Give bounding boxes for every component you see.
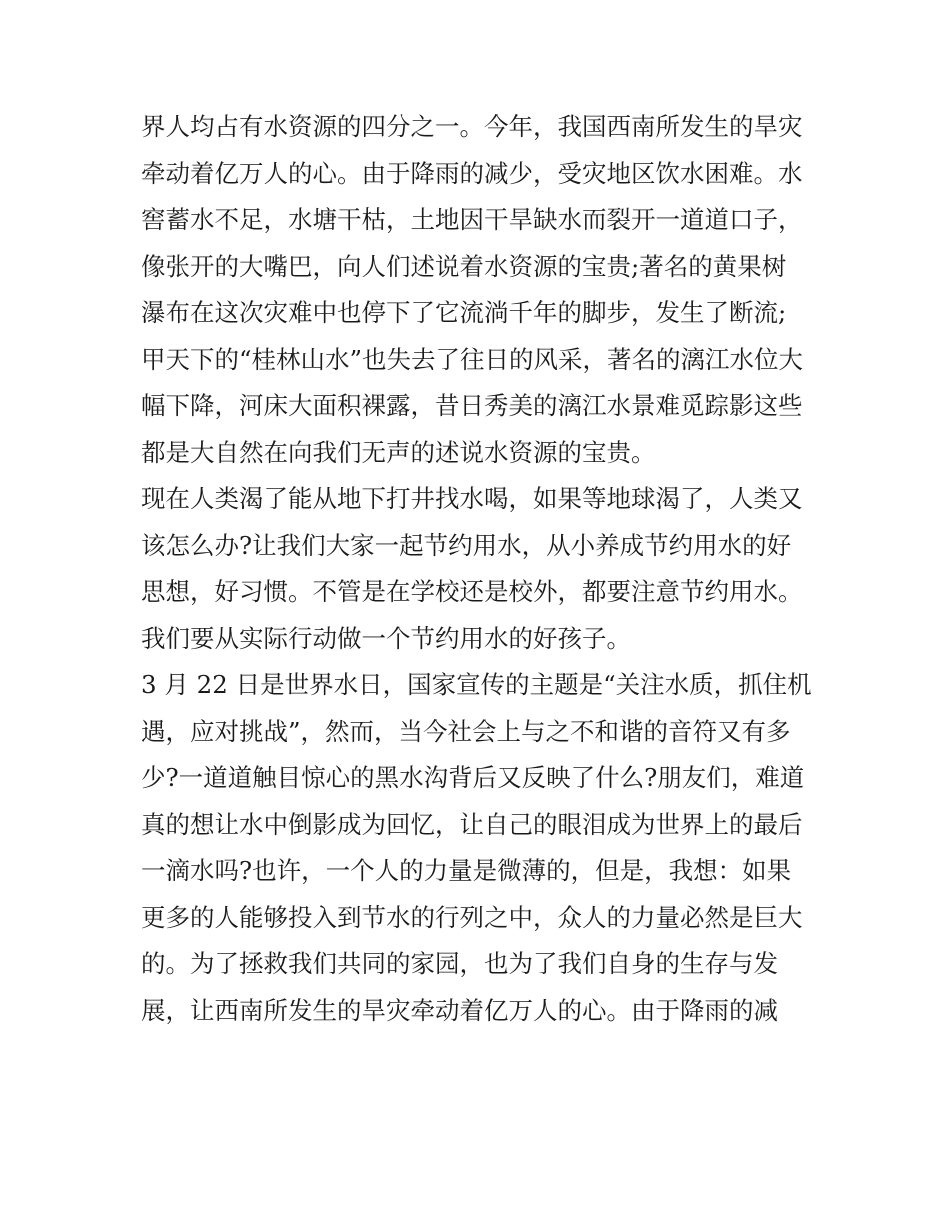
text-line: 窖蓄水不足，水塘干枯，土地因干旱缺水而裂开一道道口子， (141, 205, 803, 234)
text-line: 像张开的大嘴巴，向人们述说着水资源的宝贵;著名的黄果树 (141, 251, 787, 281)
text-line: 现在人类渴了能从地下打井找水喝，如果等地球渴了，人类又 (141, 484, 803, 513)
text-line: 3 月 22 日是世界水日，国家宣传的主题是“关注水质，抓住机 (141, 670, 812, 699)
text-line: 思想，好习惯。不管是在学校还是校外，都要注意节约用水。 (141, 577, 803, 606)
text-line: 瀑布在这次灾难中也停下了它流淌千年的脚步，发生了断流; (141, 298, 787, 327)
text-line: 更多的人能够投入到节水的行列之中，众人的力量必然是巨大 (141, 902, 803, 932)
text-line: 一滴水吗?也许，一个人的力量是微薄的，但是，我想：如果 (141, 856, 792, 885)
text-line: 遇，应对挑战”，然而，当今社会上与之不和谐的音符又有多 (141, 716, 791, 746)
text-line: 幅下降，河床大面积裸露，昔日秀美的漓江水景难觅踪影这些 (141, 391, 803, 420)
text-line: 界人均占有水资源的四分之一。今年，我国西南所发生的旱灾 (141, 112, 803, 141)
text-line: 甲天下的“桂林山水”也失去了往日的风采，著名的漓江水位大 (141, 344, 804, 374)
body-text (141, 104, 821, 1034)
text-line: 少?一道道触目惊心的黑水沟背后又反映了什么?朋友们，难道 (141, 763, 805, 792)
text-line: 展，让西南所发生的旱灾牵动着亿万人的心。由于降雨的减 (141, 995, 778, 1025)
text-line: 都是大自然在向我们无声的述说水资源的宝贵。 (141, 437, 656, 467)
text-line: 牵动着亿万人的心。由于降雨的减少，受灾地区饮水困难。水 (141, 158, 803, 188)
text-line: 的。为了拯救我们共同的家园，也为了我们自身的生存与发 (141, 949, 778, 978)
text-line: 真的想让水中倒影成为回忆，让自己的眼泪成为世界上的最后 (141, 809, 803, 839)
text-line: 我们要从实际行动做一个节约用水的好孩子。 (141, 623, 631, 653)
text-line: 该怎么办?让我们大家一起节约用水，从小养成节约用水的好 (141, 530, 792, 560)
